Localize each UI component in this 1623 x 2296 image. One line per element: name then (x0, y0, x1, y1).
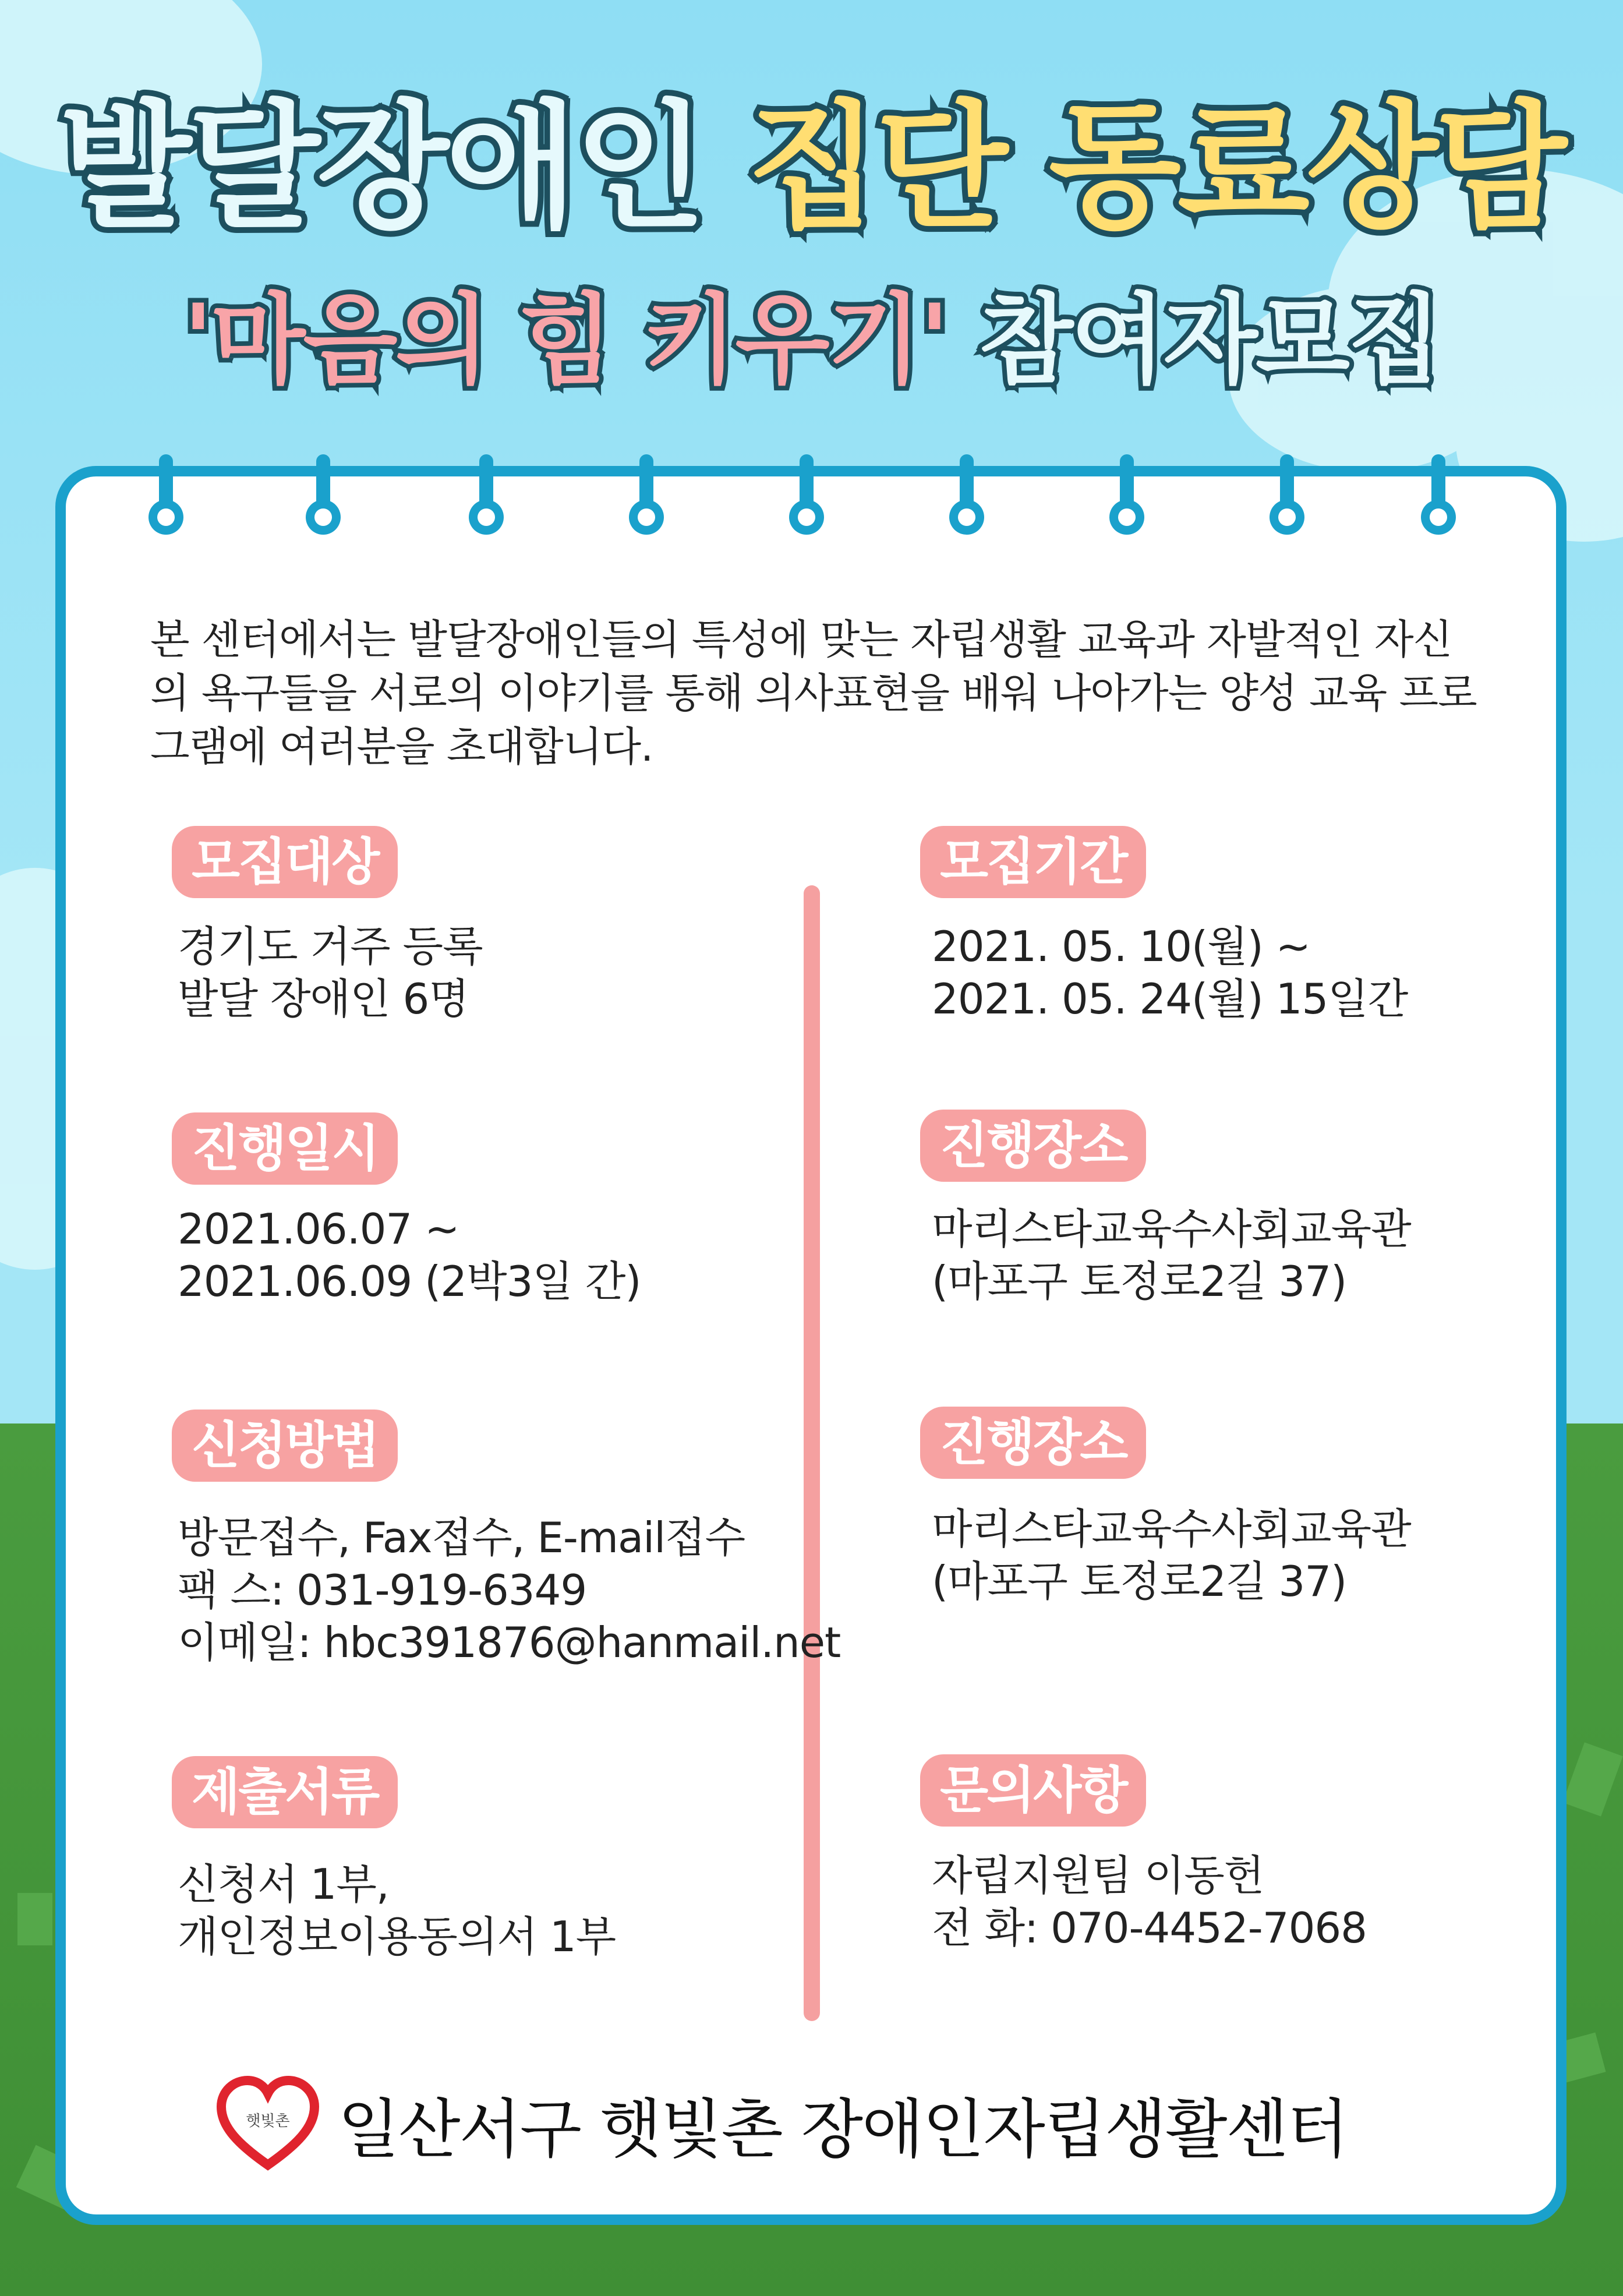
venue1-line2: (마포구 토정로2길 37) (932, 1257, 1347, 1306)
apply-info (178, 1511, 840, 1669)
contact-line1: 자립지원팀 이동헌 (932, 1851, 1264, 1900)
title-part1: 발달장애인 (59, 88, 747, 247)
logo-text: 햇빛촌 (246, 2113, 290, 2130)
subtitle-part2: 참여자모집 (947, 283, 1440, 397)
binder-ring-icon (1267, 454, 1307, 542)
column-divider (804, 885, 820, 2021)
target-line1: 경기도 거주 등록 (178, 922, 483, 971)
badge-contact: 문의사항 (920, 1754, 1146, 1827)
main-title (0, 88, 1623, 247)
venue2-info (932, 1503, 1411, 1608)
binder-ring-icon (946, 454, 987, 542)
venue1-line1: 마리스타교육수사회교육관 (932, 1204, 1411, 1253)
binder-ring-icon (1106, 454, 1147, 542)
documents-line2: 개인정보이용동의서 1부 (178, 1912, 616, 1961)
venue1-info (932, 1203, 1411, 1308)
badge-schedule: 진행일시 (172, 1112, 398, 1185)
footer (215, 2075, 1348, 2174)
contact-info (932, 1849, 1367, 1954)
subtitle (0, 283, 1623, 397)
badge-documents: 제출서류 (172, 1756, 398, 1828)
binder-ring-icon (626, 454, 667, 542)
binder-ring-icon (786, 454, 827, 542)
badge-target: 모집대상 (172, 826, 398, 898)
schedule-info (178, 1203, 641, 1308)
target-line2: 발달 장애인 6명 (178, 974, 469, 1023)
documents-line1: 신청서 1부, (178, 1860, 389, 1909)
apply-line2: 팩 스: 031-919-6349 (178, 1566, 587, 1615)
subtitle-part1: '마음의 힘 키우기' (183, 283, 947, 397)
target-info (178, 920, 483, 1025)
period-info (932, 920, 1408, 1025)
heart-logo-icon (215, 2075, 320, 2174)
schedule-line2: 2021.06.09 (2박3일 간) (178, 1257, 641, 1306)
title-part2: 집단 동료상담 (747, 88, 1564, 247)
badge-venue2: 진행장소 (920, 1407, 1146, 1479)
period-line2: 2021. 05. 24(월) 15일간 (932, 974, 1408, 1023)
intro-text: 본 센터에서는 발달장애인들의 특성에 맞는 자립생활 교육과 자발적인 자신의 욕구들을 서로의 이야기를 통해 의사표현을 배워 나아가는 양성 교육 프로그램에 여러분을 초대합니다. (150, 616, 1477, 771)
badge-period: 모집기간 (920, 826, 1146, 898)
badge-apply: 신청방법 (172, 1410, 398, 1482)
org-name: 일산서구 햇빛촌 장애인자립생활센터 (338, 2092, 1348, 2167)
binder-ring-icon (1418, 454, 1459, 542)
documents-info (178, 1858, 616, 1963)
apply-line3: 이메일: hbc391876@hanmail.net (178, 1618, 841, 1667)
binder-ring-icon (146, 454, 186, 542)
venue2-line2: (마포구 토정로2길 37) (932, 1557, 1347, 1606)
badge-venue1: 진행장소 (920, 1110, 1146, 1182)
period-line1: 2021. 05. 10(월) ~ (932, 922, 1310, 971)
contact-line2: 전 화: 070-4452-7068 (932, 1903, 1367, 1952)
binder-ring-icon (466, 454, 507, 542)
binder-ring-icon (303, 454, 344, 542)
schedule-line1: 2021.06.07 ~ (178, 1204, 459, 1253)
venue2-line1: 마리스타교육수사회교육관 (932, 1504, 1411, 1553)
apply-line1: 방문접수, Fax접수, E-mail접수 (178, 1513, 745, 1562)
